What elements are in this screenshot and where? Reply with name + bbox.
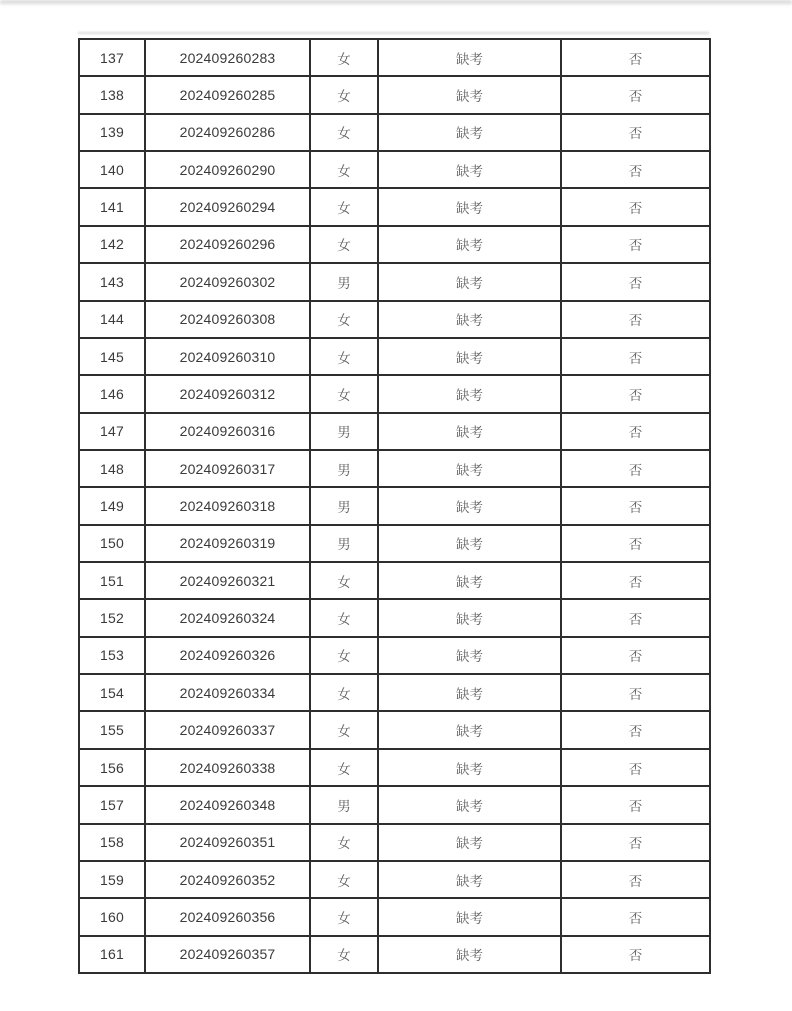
cell-gender: 女 (310, 562, 378, 599)
cell-index: 144 (79, 301, 145, 338)
table-row (79, 562, 710, 599)
cell-index: 155 (79, 711, 145, 748)
cell-flag: 否 (561, 936, 710, 973)
table-row (79, 525, 710, 562)
cell-status: 缺考 (378, 898, 561, 935)
cell-gender: 女 (310, 861, 378, 898)
cell-id: 202409260283 (145, 39, 310, 76)
cell-gender: 女 (310, 824, 378, 861)
cell-gender: 女 (310, 674, 378, 711)
cell-status: 缺考 (378, 637, 561, 674)
cell-status: 缺考 (378, 525, 561, 562)
cell-index: 139 (79, 114, 145, 151)
cell-gender: 女 (310, 375, 378, 412)
cell-gender: 女 (310, 749, 378, 786)
page-top-scan-artifact (0, 0, 792, 4)
cell-flag: 否 (561, 39, 710, 76)
cell-index: 151 (79, 562, 145, 599)
cell-flag: 否 (561, 151, 710, 188)
cell-id: 202409260326 (145, 637, 310, 674)
cell-status: 缺考 (378, 562, 561, 599)
table-row (79, 76, 710, 113)
cell-flag: 否 (561, 301, 710, 338)
cell-flag: 否 (561, 637, 710, 674)
cell-id: 202409260308 (145, 301, 310, 338)
cell-gender: 男 (310, 786, 378, 823)
cell-gender: 男 (310, 413, 378, 450)
table-row (79, 487, 710, 524)
table-row (79, 375, 710, 412)
cell-gender: 女 (310, 637, 378, 674)
table-row (79, 936, 710, 973)
cell-status: 缺考 (378, 151, 561, 188)
cell-id: 202409260285 (145, 76, 310, 113)
cell-flag: 否 (561, 76, 710, 113)
cell-gender: 女 (310, 936, 378, 973)
cell-id: 202409260310 (145, 338, 310, 375)
table-row (79, 226, 710, 263)
table-row (79, 898, 710, 935)
cell-index: 154 (79, 674, 145, 711)
cell-gender: 女 (310, 898, 378, 935)
cell-status: 缺考 (378, 226, 561, 263)
table-row (79, 413, 710, 450)
table-row (79, 338, 710, 375)
cell-gender: 男 (310, 525, 378, 562)
cell-flag: 否 (561, 674, 710, 711)
cell-status: 缺考 (378, 749, 561, 786)
cell-index: 158 (79, 824, 145, 861)
table-border-ghost (78, 32, 709, 34)
cell-flag: 否 (561, 413, 710, 450)
cell-gender: 女 (310, 338, 378, 375)
table-row (79, 39, 710, 76)
cell-flag: 否 (561, 338, 710, 375)
cell-flag: 否 (561, 562, 710, 599)
cell-index: 147 (79, 413, 145, 450)
cell-index: 142 (79, 226, 145, 263)
cell-status: 缺考 (378, 76, 561, 113)
cell-status: 缺考 (378, 674, 561, 711)
cell-id: 202409260286 (145, 114, 310, 151)
cell-id: 202409260312 (145, 375, 310, 412)
cell-id: 202409260321 (145, 562, 310, 599)
cell-id: 202409260318 (145, 487, 310, 524)
cell-index: 160 (79, 898, 145, 935)
cell-flag: 否 (561, 114, 710, 151)
table-row (79, 301, 710, 338)
cell-gender: 女 (310, 188, 378, 225)
cell-flag: 否 (561, 450, 710, 487)
table-row (79, 786, 710, 823)
cell-gender: 女 (310, 114, 378, 151)
cell-flag: 否 (561, 226, 710, 263)
cell-flag: 否 (561, 263, 710, 300)
cell-id: 202409260290 (145, 151, 310, 188)
cell-flag: 否 (561, 188, 710, 225)
cell-flag: 否 (561, 599, 710, 636)
cell-status: 缺考 (378, 301, 561, 338)
cell-gender: 女 (310, 711, 378, 748)
cell-gender: 男 (310, 263, 378, 300)
cell-id: 202409260294 (145, 188, 310, 225)
cell-index: 152 (79, 599, 145, 636)
cell-status: 缺考 (378, 375, 561, 412)
cell-status: 缺考 (378, 487, 561, 524)
cell-status: 缺考 (378, 263, 561, 300)
cell-gender: 女 (310, 76, 378, 113)
table-row (79, 824, 710, 861)
cell-flag: 否 (561, 824, 710, 861)
cell-id: 202409260352 (145, 861, 310, 898)
cell-gender: 女 (310, 226, 378, 263)
cell-index: 143 (79, 263, 145, 300)
cell-gender: 男 (310, 450, 378, 487)
cell-flag: 否 (561, 861, 710, 898)
cell-status: 缺考 (378, 711, 561, 748)
cell-flag: 否 (561, 898, 710, 935)
cell-index: 161 (79, 936, 145, 973)
cell-index: 140 (79, 151, 145, 188)
cell-gender: 女 (310, 301, 378, 338)
cell-index: 138 (79, 76, 145, 113)
cell-status: 缺考 (378, 599, 561, 636)
cell-status: 缺考 (378, 450, 561, 487)
cell-flag: 否 (561, 711, 710, 748)
table-row (79, 263, 710, 300)
cell-status: 缺考 (378, 861, 561, 898)
cell-status: 缺考 (378, 936, 561, 973)
cell-gender: 女 (310, 151, 378, 188)
table-row (79, 711, 710, 748)
cell-status: 缺考 (378, 338, 561, 375)
cell-gender: 男 (310, 487, 378, 524)
cell-index: 146 (79, 375, 145, 412)
table-row (79, 749, 710, 786)
cell-status: 缺考 (378, 824, 561, 861)
cell-flag: 否 (561, 487, 710, 524)
cell-id: 202409260348 (145, 786, 310, 823)
cell-flag: 否 (561, 375, 710, 412)
cell-flag: 否 (561, 749, 710, 786)
cell-index: 149 (79, 487, 145, 524)
cell-status: 缺考 (378, 114, 561, 151)
table-row (79, 450, 710, 487)
cell-index: 145 (79, 338, 145, 375)
cell-id: 202409260338 (145, 749, 310, 786)
table-row (79, 599, 710, 636)
cell-index: 137 (79, 39, 145, 76)
exam-roster-table (78, 38, 711, 974)
table-row (79, 188, 710, 225)
cell-id: 202409260324 (145, 599, 310, 636)
cell-index: 156 (79, 749, 145, 786)
cell-id: 202409260351 (145, 824, 310, 861)
cell-status: 缺考 (378, 413, 561, 450)
table-row (79, 674, 710, 711)
cell-id: 202409260356 (145, 898, 310, 935)
cell-id: 202409260357 (145, 936, 310, 973)
table-row (79, 861, 710, 898)
table-row (79, 114, 710, 151)
cell-index: 150 (79, 525, 145, 562)
cell-status: 缺考 (378, 786, 561, 823)
cell-gender: 女 (310, 599, 378, 636)
cell-index: 159 (79, 861, 145, 898)
cell-index: 141 (79, 188, 145, 225)
cell-id: 202409260302 (145, 263, 310, 300)
table-row (79, 637, 710, 674)
cell-index: 148 (79, 450, 145, 487)
cell-flag: 否 (561, 786, 710, 823)
cell-status: 缺考 (378, 188, 561, 225)
cell-id: 202409260317 (145, 450, 310, 487)
cell-gender: 女 (310, 39, 378, 76)
cell-index: 157 (79, 786, 145, 823)
cell-status: 缺考 (378, 39, 561, 76)
cell-flag: 否 (561, 525, 710, 562)
cell-id: 202409260316 (145, 413, 310, 450)
cell-id: 202409260319 (145, 525, 310, 562)
table-row (79, 151, 710, 188)
cell-id: 202409260334 (145, 674, 310, 711)
cell-index: 153 (79, 637, 145, 674)
cell-id: 202409260337 (145, 711, 310, 748)
cell-id: 202409260296 (145, 226, 310, 263)
